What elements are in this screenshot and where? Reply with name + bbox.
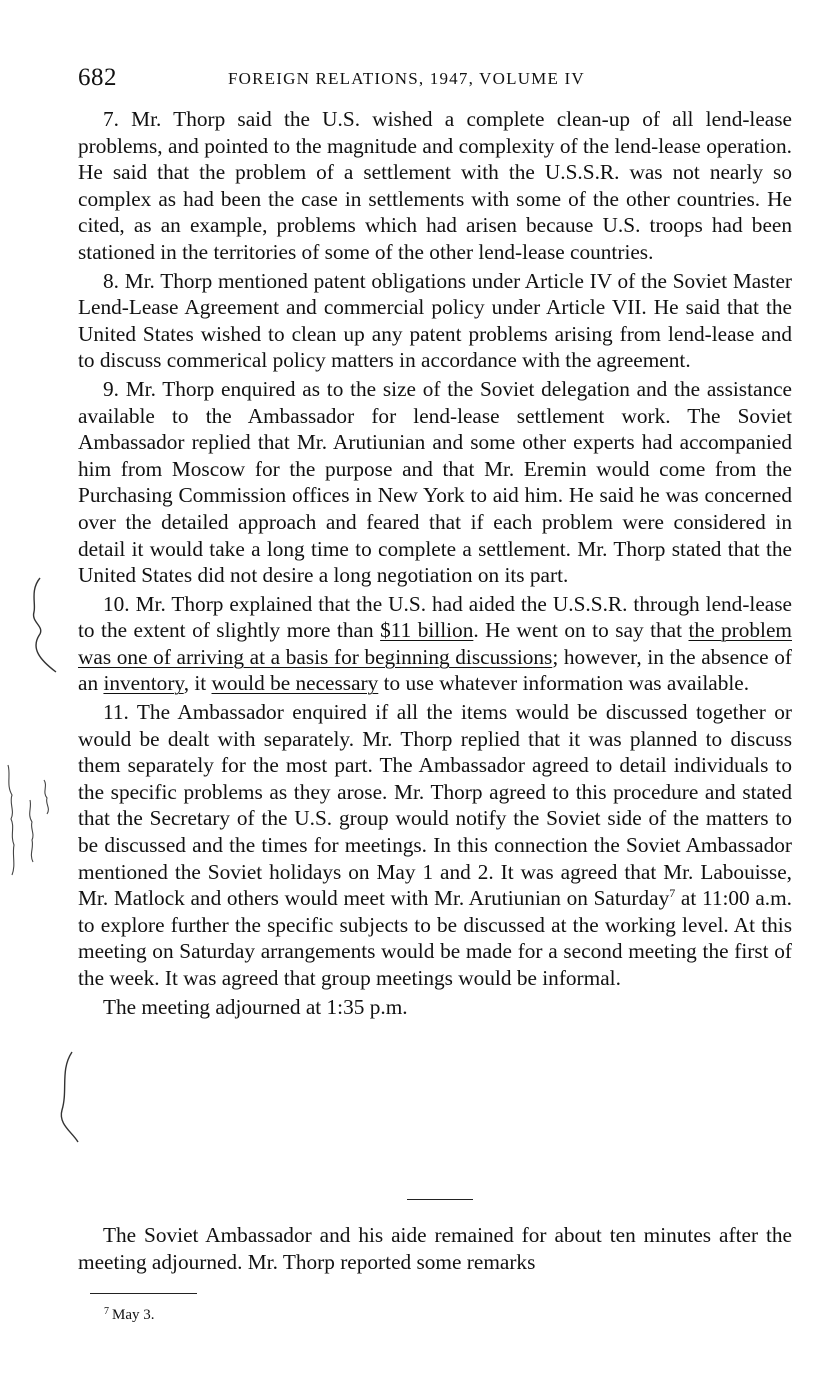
margin-bracket-upper — [34, 578, 56, 672]
document-body — [78, 106, 792, 1022]
margin-scribble-3 — [44, 780, 48, 814]
paragraph-11-text-a: 11. The Ambassador enquired if all the items would be discussed together or would be dealt with separately. Mr. Thorp replied that it was planned to discuss them separately for the most part. The Ambassador agreed to detail individuals to the specific problems as they arose. Mr. Thorp agreed to this procedure and stated that the Secretary of the U.S. group would notify the Soviet side of the matters to be discussed and the times for meetings. In this connection the Soviet Ambassador mentioned the Soviet holidays on May 1 and 2. It was agreed that Mr. Labouisse, Mr. Matlock and others would meet with Mr. Arutiunian on Saturday — [78, 700, 792, 911]
paragraph-10-text-g: , it — [183, 671, 212, 696]
underlined-phrase-necessary: would be necessary — [211, 671, 379, 696]
footnote — [104, 1306, 155, 1324]
document-body-continued — [78, 1222, 792, 1277]
paragraph-8: 8. Mr. Thorp mentioned patent obligations under Article IV of the Soviet Master Lend-Lease Agreement and commercial policy under Article VII. He said that the United States wished to clean up any patent problems arising from lend-lease and to discuss commerical policy matters in accordance with the agreement. — [78, 268, 792, 373]
section-divider — [407, 1199, 473, 1200]
paragraph-10 — [78, 591, 792, 697]
footnote-text: May 3. — [112, 1307, 155, 1323]
paragraph-11 — [78, 699, 792, 992]
paragraph-10-text-c: . He went on to say that — [473, 618, 689, 643]
footnote-rule — [90, 1293, 197, 1294]
paragraph-10-text-e: ; however, in the absence of an — [78, 644, 792, 696]
paragraph-10-text-i: to use whatever information was available. — [378, 671, 750, 696]
margin-scribble-1 — [8, 765, 14, 875]
paragraph-10-text-a: 10. Mr. Thorp explained that the U.S. had aided the U.S.S.R. through lend-lease to the extent of slightly more than — [78, 591, 792, 643]
paragraph-7: 7. Mr. Thorp said the U.S. wished a complete clean-up of all lend-lease problems, and pointed to the magnitude and complexity of the lend-lease operation. He said that the problem of a settlement with the U.S.S.R. was not nearly so complex as had been the case in settlements with some of the other countries. He cited, as an example, problems which had arisen because U.S. troops had been stationed in the territories of some of the other lend-lease countries. — [78, 107, 792, 264]
footnote-reference[interactable]: 7 — [669, 886, 676, 901]
page-number: 682 — [78, 64, 117, 91]
margin-scribble-2 — [30, 800, 33, 862]
paragraph-9: 9. Mr. Thorp enquired as to the size of the Soviet delegation and the assistance available to the Ambassador for lend-lease settlement work. The Soviet Ambassador replied that Mr. Arutiunian and some other experts had accompanied him from Moscow for the purpose and that Mr. Eremin would come from the Purchasing Commission offices in New York to aid him. He said he was concerned over the detailed approach and feared that if each problem were considered in detail it would take a long time to complete a settlement. Mr. Thorp stated that the United States did not desire a long negotiation on its part. — [78, 376, 792, 588]
page-header — [78, 64, 794, 94]
paragraph-after-meeting: The Soviet Ambassador and his aide remained for about ten minutes after the meeting adjourned. Mr. Thorp reported some remarks — [78, 1223, 792, 1274]
underlined-phrase-basis: the problem was one of arriving at a basis for beginning discussions — [78, 618, 792, 669]
adjournment-line: The meeting adjourned at 1:35 p.m. — [103, 994, 408, 1019]
footnote-marker: 7 — [104, 1306, 109, 1317]
running-head: FOREIGN RELATIONS, 1947, VOLUME IV — [228, 69, 585, 88]
underlined-word-inventory: inventory — [103, 671, 184, 696]
margin-bracket-lower — [61, 1052, 78, 1142]
paragraph-11-text-b: at 11:00 a.m. to explore further the specific subjects to be discussed at the working level. At this meeting on Saturday arrangements would be made for a second meeting the first of the week. It was agreed that group meetings would be informal. — [78, 886, 793, 990]
underlined-amount: $11 billion — [380, 618, 474, 643]
